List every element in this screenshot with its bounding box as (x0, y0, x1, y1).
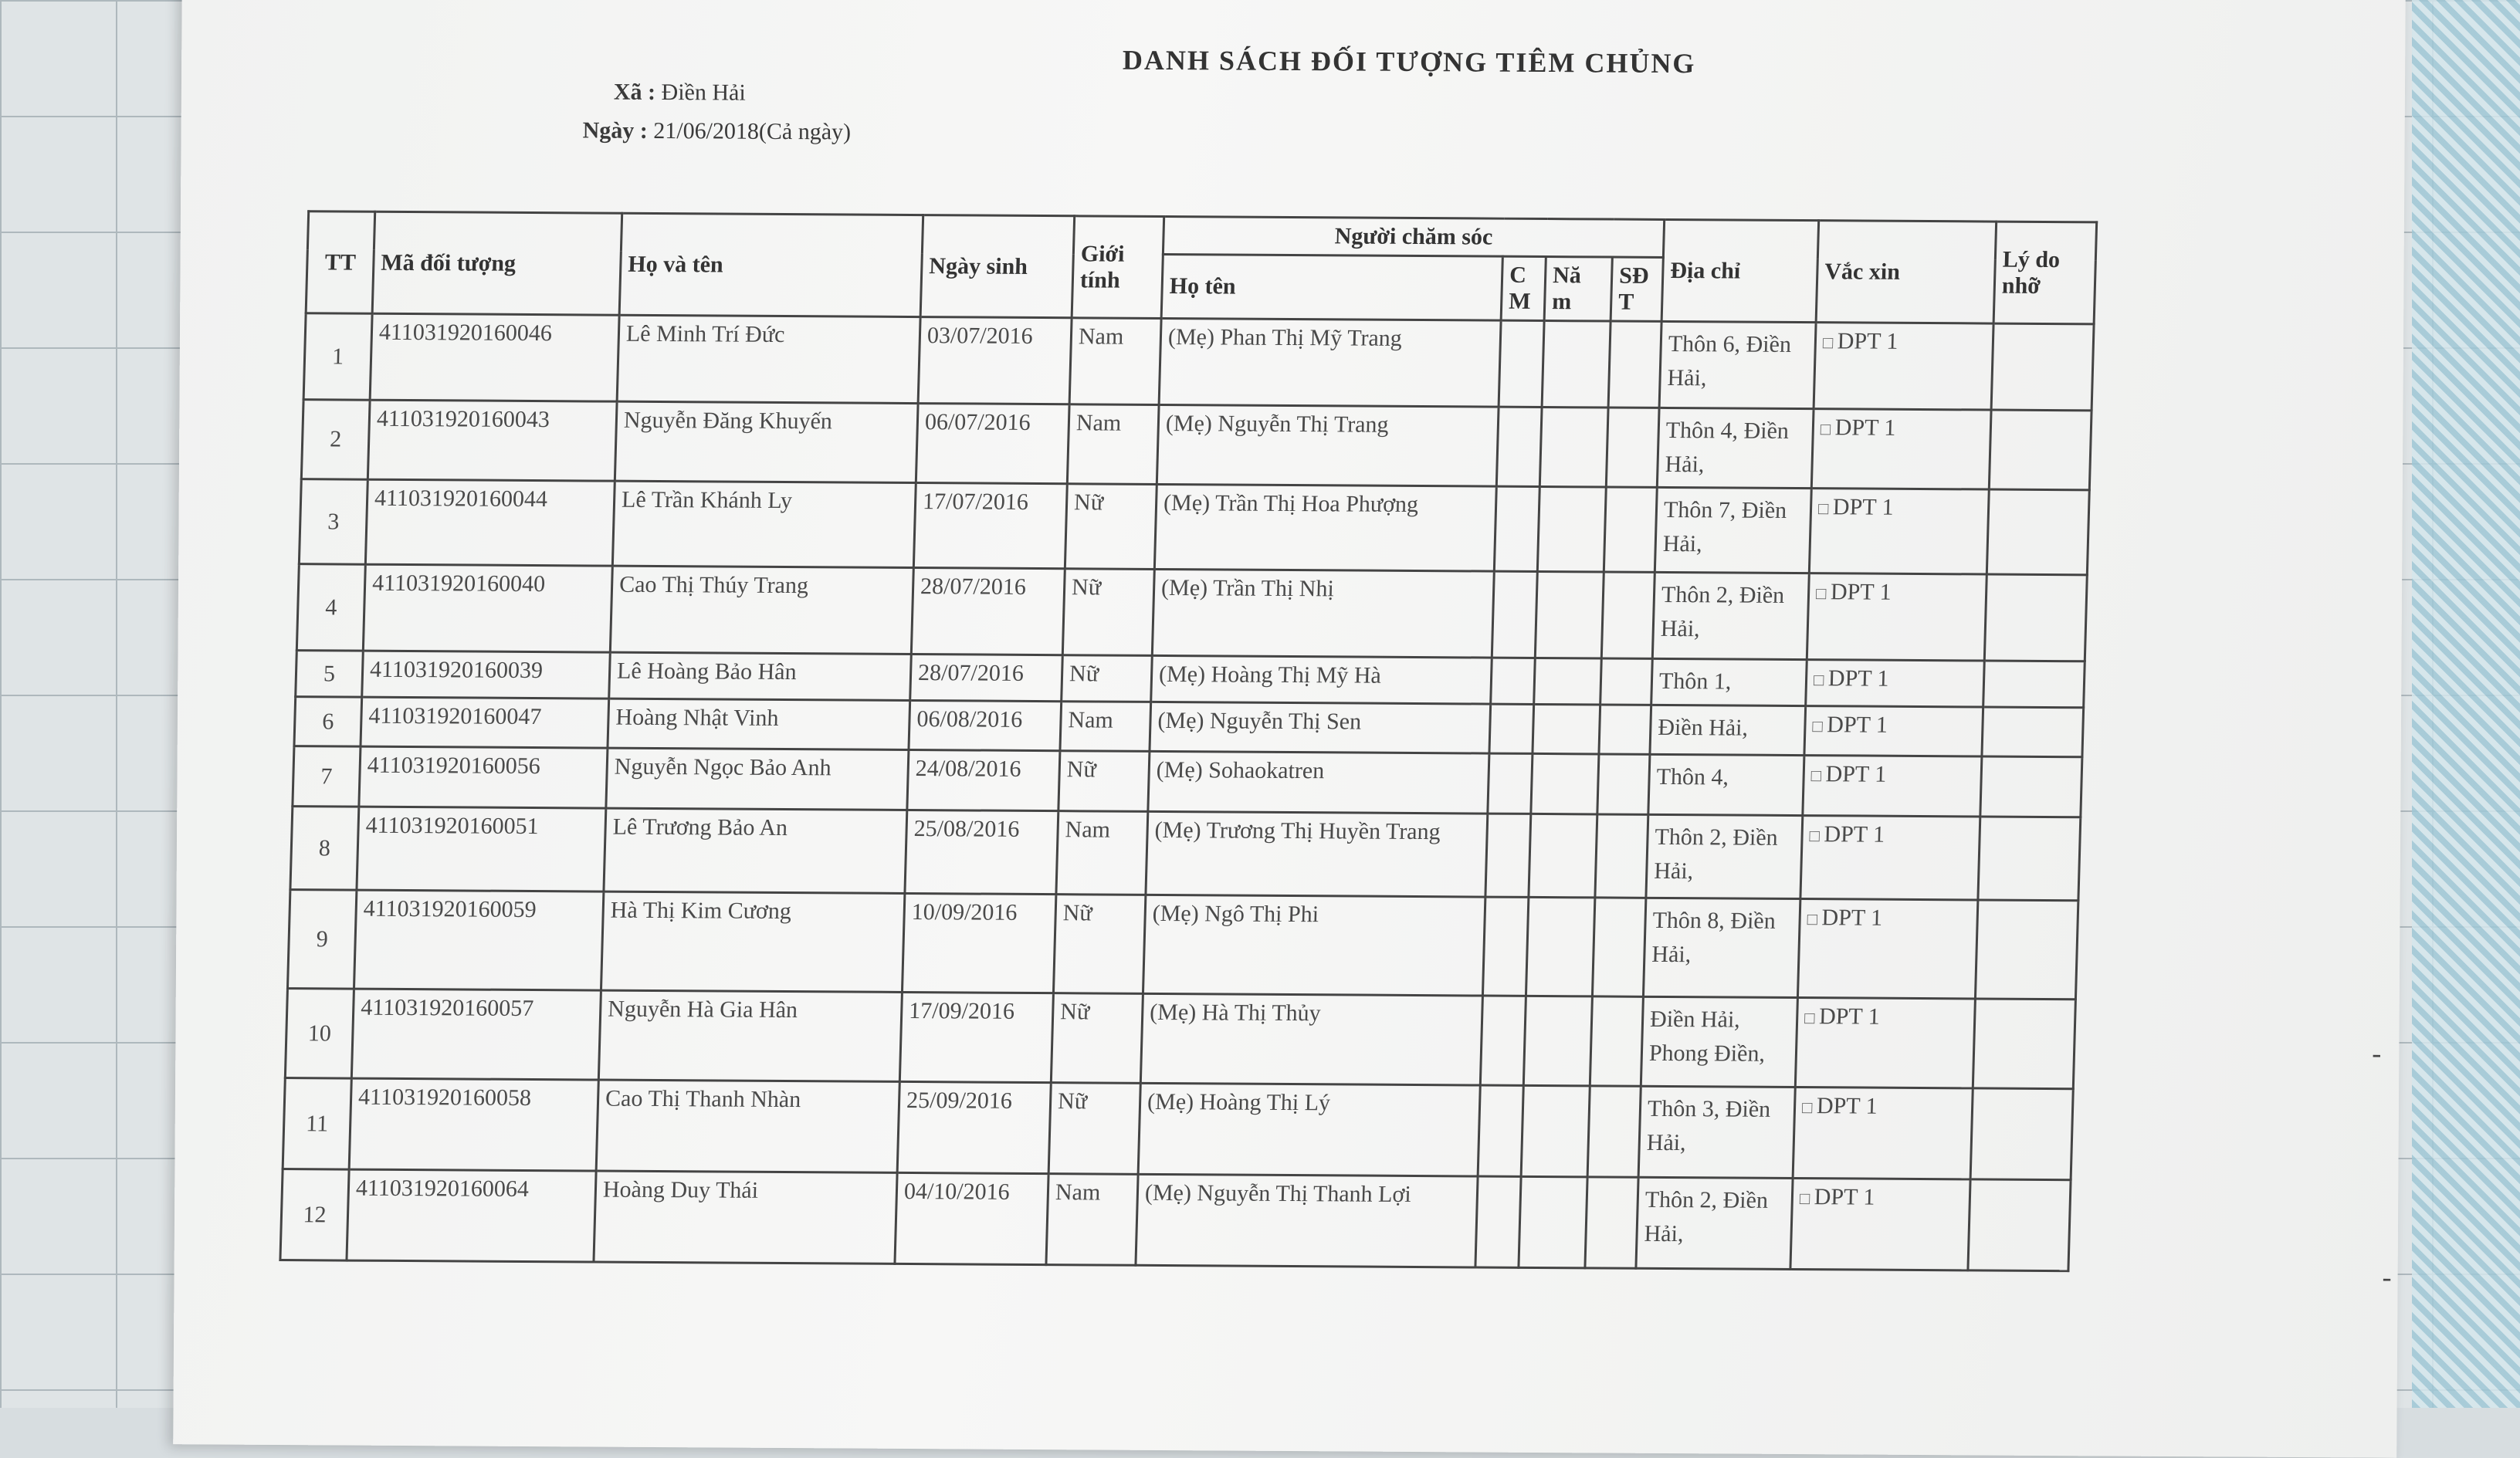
document-title: DANH SÁCH ĐỐI TƯỢNG TIÊM CHỦNG (1122, 44, 1696, 79)
cell-nam (1531, 753, 1599, 814)
cell-tt: 9 (287, 890, 356, 989)
document-sheet (173, 0, 2406, 1458)
cell-ly-do (1975, 900, 2078, 1000)
cell-nguoi-cham-soc: (Mẹ) Hà Thị Thủy (1140, 993, 1482, 1085)
cell-nguoi-cham-soc: (Mẹ) Hoàng Thị Lý (1138, 1083, 1480, 1176)
cell-nguoi-cham-soc: (Mẹ) Sohaokatren (1148, 751, 1489, 814)
cell-ma: 411031920160039 (362, 651, 611, 699)
cell-gioi-tinh: Nam (1056, 811, 1148, 895)
cell-tt: 5 (296, 651, 364, 698)
cell-ly-do (1982, 707, 2084, 757)
cell-ma: 411031920160064 (347, 1169, 596, 1262)
cell-tt: 1 (303, 313, 372, 401)
cell-vac-xin: □ DPT 1 (1797, 899, 1977, 999)
cell-nam (1526, 897, 1594, 996)
cell-tt: 11 (283, 1078, 351, 1170)
cell-vac-xin: □ DPT 1 (1804, 706, 1983, 756)
patterned-cloth (2412, 0, 2520, 1408)
cell-vac-xin: □ DPT 1 (1809, 489, 1989, 574)
cell-ho-ten: Nguyễn Hà Gia Hân (598, 990, 902, 1081)
date-label: Ngày : (582, 117, 648, 144)
date-value: 21/06/2018(Cả ngày) (653, 117, 852, 145)
cell-tt: 12 (280, 1169, 349, 1261)
table-row (296, 564, 2087, 661)
table-row (283, 1078, 2073, 1180)
cell-gioi-tinh: Nam (1060, 702, 1151, 752)
cell-ma: 411031920160058 (349, 1078, 598, 1171)
cell-cm (1488, 753, 1533, 814)
cell-dia-chi: Điền Hải, (1650, 705, 1806, 755)
cell-ma: 411031920160059 (354, 890, 603, 990)
header-sdt: SĐ T (1611, 257, 1663, 321)
cell-nguoi-cham-soc: (Mẹ) Hoàng Thị Mỹ Hà (1151, 655, 1492, 704)
header-ly-do: Lý do nhỡ (1993, 222, 2097, 324)
cell-nguoi-cham-soc: (Mẹ) Ngô Thị Phi (1143, 895, 1485, 996)
cell-ly-do (1973, 999, 2075, 1089)
cell-sdt (1587, 1086, 1641, 1177)
cell-ma: 411031920160043 (368, 400, 617, 481)
cell-nam (1542, 321, 1611, 408)
cell-dia-chi: Thôn 3, Điền Hải, (1638, 1086, 1795, 1178)
cell-cm (1489, 704, 1534, 753)
cell-ly-do (1968, 1179, 2071, 1271)
cell-dia-chi: Thôn 4, (1648, 754, 1804, 815)
cell-nguoi-cham-soc: (Mẹ) Trần Thị Hoa Phượng (1154, 484, 1496, 571)
cell-nam (1533, 704, 1600, 754)
cell-vac-xin: □ DPT 1 (1814, 323, 1993, 410)
cell-nguoi-cham-soc: (Mẹ) Trương Thị Huyền Trang (1146, 811, 1488, 897)
cell-gioi-tinh: Nữ (1058, 751, 1150, 812)
cell-sdt (1597, 754, 1650, 814)
cell-ho-ten: Lê Minh Trí Đức (617, 315, 920, 403)
cell-gioi-tinh: Nam (1069, 318, 1161, 405)
cell-sdt (1590, 996, 1643, 1086)
table-row (303, 313, 2094, 411)
cell-ho-ten: Cao Thị Thúy Trang (610, 566, 913, 654)
cell-tt: 8 (290, 807, 359, 891)
cell-ngay-sinh: 04/10/2016 (895, 1172, 1048, 1264)
table-row (290, 807, 2081, 901)
cell-ngay-sinh: 06/07/2016 (916, 404, 1069, 484)
cell-dia-chi: Thôn 2, Điền Hải, (1646, 814, 1803, 898)
cell-ma: 411031920160057 (351, 989, 601, 1080)
header-tt: TT (306, 211, 375, 314)
cell-sdt (1595, 814, 1648, 898)
cell-ho-ten: Cao Thị Thanh Nhàn (596, 1080, 899, 1172)
cell-sdt (1608, 321, 1661, 408)
cell-ly-do (1987, 489, 2089, 575)
cell-gioi-tinh: Nữ (1062, 655, 1153, 702)
header-nam: Nă m (1544, 257, 1612, 322)
cell-nguoi-cham-soc: (Mẹ) Trần Thị Nhị (1152, 569, 1494, 658)
cell-ma: 411031920160056 (359, 746, 608, 808)
cell-cm (1499, 320, 1544, 407)
cell-cm (1480, 996, 1526, 1085)
header-nguoi-cham-soc: Người chăm sóc (1163, 216, 1664, 257)
cell-ho-ten: Hà Thị Kim Cương (601, 891, 904, 992)
cell-cm (1494, 486, 1539, 571)
cell-dia-chi: Thôn 2, Điền Hải, (1636, 1177, 1793, 1269)
cell-dia-chi: Thôn 1, (1651, 658, 1807, 705)
cell-gioi-tinh: Nữ (1062, 569, 1154, 656)
header-vac-xin: Vắc xin (1816, 221, 1997, 323)
pen-mark: - (2372, 1037, 2382, 1069)
cell-vac-xin: □ DPT 1 (1811, 409, 1991, 489)
cell-dia-chi: Điền Hải, Phong Điền, (1641, 996, 1797, 1087)
header-dia-chi: Địa chỉ (1661, 219, 1819, 322)
table-row (287, 890, 2078, 1000)
cell-vac-xin: □ DPT 1 (1807, 573, 1987, 661)
cell-ngay-sinh: 28/07/2016 (911, 568, 1065, 655)
cell-ly-do (1991, 323, 2094, 411)
cell-tt: 3 (299, 479, 368, 565)
commune-value: Điền Hải (661, 79, 746, 106)
table-row (285, 989, 2075, 1089)
header-ho-ten: Họ và tên (619, 213, 923, 316)
cell-sdt (1601, 572, 1655, 658)
cell-ho-ten: Lê Trần Khánh Ly (612, 481, 916, 567)
cell-sdt (1599, 705, 1651, 754)
cell-dia-chi: Thôn 6, Điền Hải, (1659, 321, 1816, 408)
cell-ho-ten: Nguyễn Ngọc Bảo Anh (606, 748, 909, 810)
cell-nam (1535, 571, 1604, 658)
commune-label: Xã : (613, 79, 656, 105)
cell-nam (1537, 486, 1606, 572)
cell-vac-xin: □ DPT 1 (1803, 756, 1982, 817)
cell-nguoi-cham-soc: (Mẹ) Nguyễn Thị Thanh Lợi (1136, 1174, 1478, 1267)
cell-ma: 411031920160040 (363, 564, 612, 652)
cell-gioi-tinh: Nữ (1048, 1083, 1140, 1175)
cell-vac-xin: □ DPT 1 (1795, 998, 1975, 1088)
cell-nam (1529, 814, 1597, 898)
header-cm: C M (1501, 256, 1546, 320)
cell-nguoi-cham-soc: (Mẹ) Phan Thị Mỹ Trang (1159, 318, 1501, 407)
cell-dia-chi: Thôn 7, Điền Hải, (1655, 487, 1811, 573)
cell-ma: 411031920160047 (361, 697, 609, 748)
cell-sdt (1600, 658, 1653, 705)
table-body (280, 313, 2094, 1271)
cell-ho-ten: Hoàng Duy Thái (594, 1171, 897, 1263)
cell-ma: 411031920160051 (357, 807, 606, 891)
cell-ngay-sinh: 03/07/2016 (918, 317, 1072, 404)
cell-nam (1523, 996, 1592, 1086)
cell-nguoi-cham-soc: (Mẹ) Nguyễn Thị Trang (1157, 404, 1499, 486)
cell-ho-ten: Hoàng Nhật Vinh (608, 699, 910, 749)
cell-ngay-sinh: 06/08/2016 (909, 700, 1062, 750)
cell-cm (1492, 571, 1537, 658)
cell-vac-xin: □ DPT 1 (1793, 1088, 1973, 1179)
cell-nam (1521, 1085, 1590, 1177)
cell-cm (1496, 407, 1542, 486)
cell-nguoi-cham-soc: (Mẹ) Nguyễn Thị Sen (1150, 702, 1491, 753)
cell-tt: 6 (294, 697, 362, 747)
header-ma: Mã đối tượng (372, 211, 622, 315)
cell-dia-chi: Thôn 8, Điền Hải, (1643, 898, 1800, 997)
cell-cm (1491, 658, 1536, 704)
cell-cm (1482, 897, 1528, 996)
cell-gioi-tinh: Nữ (1065, 484, 1157, 570)
vaccination-table (279, 210, 2098, 1272)
cell-nam (1534, 658, 1602, 705)
cell-tt: 10 (285, 989, 354, 1079)
cell-nam (1519, 1176, 1587, 1268)
cell-vac-xin: □ DPT 1 (1790, 1178, 1970, 1270)
commune-line (614, 79, 746, 107)
cell-ngay-sinh: 17/09/2016 (899, 992, 1053, 1082)
cell-ngay-sinh: 28/07/2016 (910, 655, 1063, 702)
cell-sdt (1606, 408, 1659, 487)
table-row (299, 479, 2089, 575)
table-row (293, 746, 2082, 817)
pen-mark: - (2382, 1261, 2392, 1293)
table-row (301, 400, 2092, 490)
cell-gioi-tinh: Nam (1046, 1174, 1138, 1266)
cell-ma: 411031920160046 (370, 313, 619, 401)
cell-sdt (1585, 1177, 1638, 1268)
header-nguoi-ho-ten: Họ tên (1161, 254, 1502, 320)
header-gioi-tinh: Giới tính (1072, 216, 1164, 319)
cell-dia-chi: Thôn 2, Điền Hải, (1652, 572, 1809, 659)
cell-tt: 7 (293, 746, 361, 807)
cell-ngay-sinh: 25/09/2016 (897, 1081, 1051, 1173)
cell-gioi-tinh: Nữ (1053, 895, 1145, 994)
cell-cm (1485, 814, 1531, 897)
cell-sdt (1592, 898, 1645, 996)
cell-nam (1539, 407, 1608, 487)
cell-vac-xin: □ DPT 1 (1806, 660, 1985, 707)
cell-ngay-sinh: 17/07/2016 (913, 483, 1067, 569)
cell-gioi-tinh: Nữ (1051, 993, 1143, 1084)
cell-ly-do (1984, 574, 2087, 661)
date-line (583, 117, 852, 145)
cell-tt: 4 (296, 564, 365, 651)
cell-ho-ten: Lê Trương Bảo An (604, 808, 907, 893)
cell-sdt (1604, 487, 1657, 572)
header-ngay-sinh: Ngày sinh (920, 215, 1075, 318)
cell-ly-do (1978, 817, 2081, 901)
cell-ngay-sinh: 25/08/2016 (905, 810, 1058, 894)
cell-gioi-tinh: Nam (1067, 404, 1159, 485)
cell-ngay-sinh: 10/09/2016 (902, 893, 1055, 993)
cell-ho-ten: Lê Hoàng Bảo Hân (609, 652, 912, 700)
header-row-1 (307, 211, 2096, 260)
cell-ho-ten: Nguyễn Đăng Khuyến (615, 401, 918, 482)
cell-cm (1478, 1085, 1523, 1176)
cell-ly-do (1989, 410, 2092, 490)
cell-ly-do (1970, 1088, 2073, 1180)
cell-ma: 411031920160044 (365, 479, 615, 566)
cell-dia-chi: Thôn 4, Điền Hải, (1657, 408, 1814, 488)
cell-ngay-sinh: 24/08/2016 (907, 749, 1060, 810)
cell-tt: 2 (301, 400, 370, 480)
cell-ly-do (1980, 756, 2082, 817)
table-row (280, 1169, 2071, 1271)
cell-cm (1475, 1176, 1521, 1267)
cell-vac-xin: □ DPT 1 (1800, 816, 1980, 900)
cell-ly-do (1983, 661, 2085, 708)
